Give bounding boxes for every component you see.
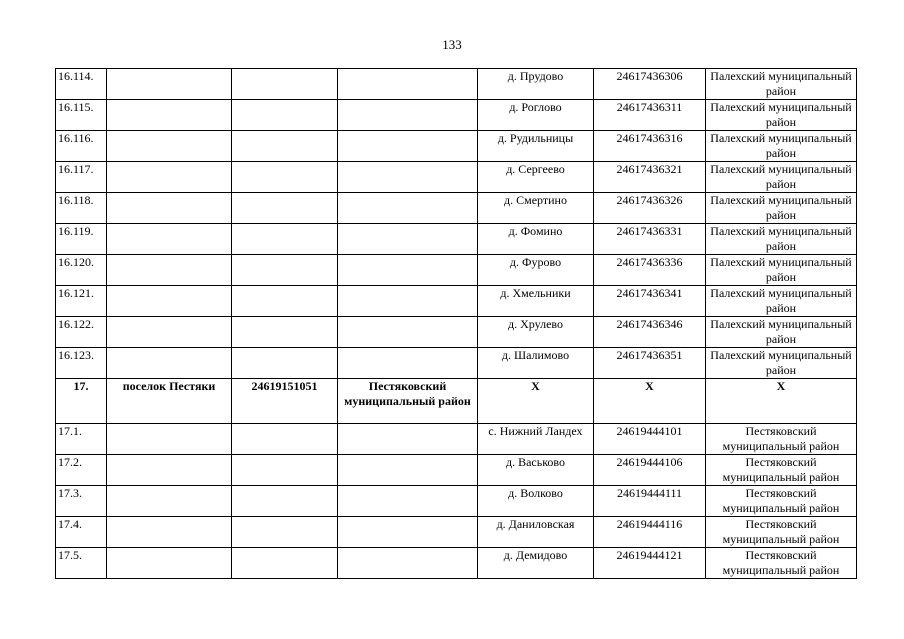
registry-table <box>55 68 857 579</box>
municipality-cell: Палехский муниципальный район <box>706 348 857 379</box>
locality-cell: д. Хрулево <box>478 317 594 348</box>
district-cell <box>338 424 478 455</box>
oktmo-code-cell: 24617436306 <box>594 69 706 100</box>
settlement-name-cell <box>107 517 232 548</box>
settlement-name-cell <box>107 455 232 486</box>
district-cell <box>338 348 478 379</box>
district-cell <box>338 255 478 286</box>
district-cell <box>338 100 478 131</box>
oktmo-code-cell: 24617436346 <box>594 317 706 348</box>
settlement-name-cell <box>107 424 232 455</box>
table-body <box>56 69 857 579</box>
row-number-cell: 16.121. <box>56 286 107 317</box>
table-row <box>56 455 857 486</box>
district-cell <box>338 69 478 100</box>
municipality-cell: Палехский муниципальный район <box>706 255 857 286</box>
row-number-cell: 16.118. <box>56 193 107 224</box>
locality-cell: д. Васьково <box>478 455 594 486</box>
oktmo-code-cell: 24617436351 <box>594 348 706 379</box>
settlement-name-cell <box>107 486 232 517</box>
settlement-name-cell <box>107 348 232 379</box>
table-row <box>56 317 857 348</box>
district-cell <box>338 486 478 517</box>
locality-cell: Х <box>478 379 594 424</box>
municipality-cell: Пестяковский муниципальный район <box>706 548 857 579</box>
table-row <box>56 486 857 517</box>
table-row <box>56 131 857 162</box>
municipality-cell: Палехский муниципальный район <box>706 69 857 100</box>
district-cell <box>338 162 478 193</box>
municipality-cell: Пестяковский муниципальный район <box>706 424 857 455</box>
municipality-cell: Пестяковский муниципальный район <box>706 517 857 548</box>
settlement-name-cell <box>107 100 232 131</box>
district-cell <box>338 455 478 486</box>
row-number-cell: 16.120. <box>56 255 107 286</box>
settlement-name-cell <box>107 69 232 100</box>
locality-cell: д. Смертино <box>478 193 594 224</box>
locality-cell: д. Рудильницы <box>478 131 594 162</box>
oktmo-code-cell: 24619444121 <box>594 548 706 579</box>
page-number: 133 <box>442 37 462 52</box>
district-cell <box>338 548 478 579</box>
locality-cell: д. Даниловская <box>478 517 594 548</box>
row-number-cell: 17.4. <box>56 517 107 548</box>
table-row <box>56 348 857 379</box>
table-row <box>56 379 857 424</box>
table-row <box>56 162 857 193</box>
locality-cell: д. Фурово <box>478 255 594 286</box>
settlement-code-cell <box>232 548 338 579</box>
municipality-cell: Пестяковский муниципальный район <box>706 486 857 517</box>
district-cell <box>338 131 478 162</box>
locality-cell: д. Волково <box>478 486 594 517</box>
municipality-cell: Пестяковский муниципальный район <box>706 455 857 486</box>
oktmo-code-cell: 24617436316 <box>594 131 706 162</box>
oktmo-code-cell: 24617436341 <box>594 286 706 317</box>
row-number-cell: 16.119. <box>56 224 107 255</box>
table-row <box>56 193 857 224</box>
row-number-cell: 16.116. <box>56 131 107 162</box>
settlement-code-cell <box>232 455 338 486</box>
settlement-name-cell <box>107 162 232 193</box>
district-cell <box>338 286 478 317</box>
settlement-code-cell <box>232 69 338 100</box>
settlement-code-cell <box>232 224 338 255</box>
row-number-cell: 17.5. <box>56 548 107 579</box>
oktmo-code-cell: 24619444106 <box>594 455 706 486</box>
settlement-name-cell <box>107 131 232 162</box>
table-row <box>56 517 857 548</box>
municipality-cell: Палехский муниципальный район <box>706 131 857 162</box>
locality-cell: д. Роглово <box>478 100 594 131</box>
municipality-cell: Палехский муниципальный район <box>706 224 857 255</box>
district-cell: Пестяковский муниципальный район <box>338 379 478 424</box>
settlement-code-cell <box>232 317 338 348</box>
settlement-code-cell <box>232 424 338 455</box>
oktmo-code-cell: 24617436331 <box>594 224 706 255</box>
row-number-cell: 17. <box>56 379 107 424</box>
municipality-cell: Палехский муниципальный район <box>706 193 857 224</box>
row-number-cell: 16.123. <box>56 348 107 379</box>
settlement-name-cell <box>107 548 232 579</box>
oktmo-code-cell: 24617436336 <box>594 255 706 286</box>
municipality-cell: Палехский муниципальный район <box>706 162 857 193</box>
district-cell <box>338 317 478 348</box>
table-row <box>56 100 857 131</box>
locality-cell: д. Сергеево <box>478 162 594 193</box>
oktmo-code-cell: 24619444111 <box>594 486 706 517</box>
settlement-code-cell <box>232 517 338 548</box>
settlement-name-cell <box>107 255 232 286</box>
settlement-code-cell <box>232 100 338 131</box>
municipality-cell: Палехский муниципальный район <box>706 100 857 131</box>
row-number-cell: 16.115. <box>56 100 107 131</box>
row-number-cell: 17.3. <box>56 486 107 517</box>
oktmo-code-cell: 24619444116 <box>594 517 706 548</box>
oktmo-code-cell: 24619444101 <box>594 424 706 455</box>
locality-cell: д. Прудово <box>478 69 594 100</box>
table-row <box>56 255 857 286</box>
locality-cell: д. Фомино <box>478 224 594 255</box>
row-number-cell: 16.117. <box>56 162 107 193</box>
municipality-cell: Палехский муниципальный район <box>706 286 857 317</box>
row-number-cell: 16.122. <box>56 317 107 348</box>
settlement-code-cell <box>232 193 338 224</box>
locality-cell: д. Хмельники <box>478 286 594 317</box>
settlement-name-cell <box>107 224 232 255</box>
settlement-code-cell <box>232 131 338 162</box>
table-row <box>56 424 857 455</box>
district-cell <box>338 193 478 224</box>
row-number-cell: 17.1. <box>56 424 107 455</box>
table-row <box>56 548 857 579</box>
district-cell <box>338 224 478 255</box>
table-row <box>56 286 857 317</box>
settlement-code-cell <box>232 348 338 379</box>
settlement-name-cell <box>107 286 232 317</box>
row-number-cell: 16.114. <box>56 69 107 100</box>
municipality-cell: Палехский муниципальный район <box>706 317 857 348</box>
row-number-cell: 17.2. <box>56 455 107 486</box>
settlement-name-cell <box>107 317 232 348</box>
table-row <box>56 69 857 100</box>
district-cell <box>338 517 478 548</box>
locality-cell: д. Шалимово <box>478 348 594 379</box>
municipality-cell: Х <box>706 379 857 424</box>
settlement-code-cell <box>232 255 338 286</box>
oktmo-code-cell: 24617436321 <box>594 162 706 193</box>
oktmo-code-cell: 24617436326 <box>594 193 706 224</box>
locality-cell: д. Демидово <box>478 548 594 579</box>
settlement-code-cell <box>232 486 338 517</box>
oktmo-code-cell: Х <box>594 379 706 424</box>
locality-cell: с. Нижний Ландех <box>478 424 594 455</box>
settlement-code-cell <box>232 162 338 193</box>
settlement-name-cell: поселок Пестяки <box>107 379 232 424</box>
oktmo-code-cell: 24617436311 <box>594 100 706 131</box>
table-row <box>56 224 857 255</box>
settlement-code-cell: 24619151051 <box>232 379 338 424</box>
settlement-name-cell <box>107 193 232 224</box>
settlement-code-cell <box>232 286 338 317</box>
